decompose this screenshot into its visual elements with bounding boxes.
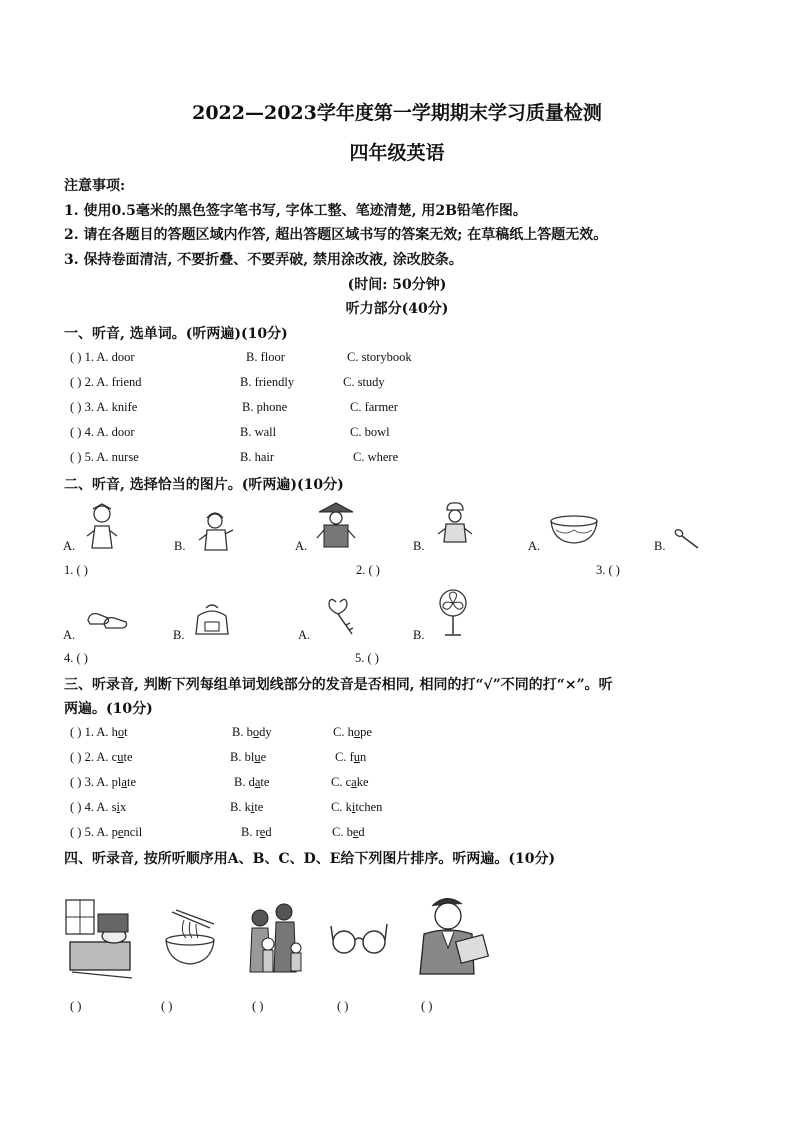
s4-blank-1[interactable]: ( ) [70,999,82,1013]
section-4-heading: 四、听录音, 按所听顺序用A、B、C、D、E给下列图片排序。听两遍。(10分) [64,851,556,867]
s1-q3-b: B. phone [242,400,288,414]
s2-q4: 4. ( ) [64,651,88,665]
section-3-heading-cont: 两遍。(10分) [64,701,153,717]
s1-q2: ( ) 2. A. friend [70,375,142,389]
s3-q4-b: B. kite [230,800,264,814]
s4-blank-5[interactable]: ( ) [421,999,433,1013]
s2-r1-b3: B. [654,539,666,553]
s2-r2-b2: B. [413,628,425,642]
s4-blank-2[interactable]: ( ) [161,999,173,1013]
s3-q5-b: B. red [241,825,272,839]
s2-q1: 1. ( ) [64,563,88,577]
s1-q5-c: C. where [353,450,399,464]
s2-q5: 5. ( ) [355,651,379,665]
s3-q3-b: B. date [234,775,270,789]
s2-r1-a3: A. [528,539,541,553]
s2-r2-b1: B. [173,628,185,642]
s1-q2-b: B. friendly [240,375,295,389]
s1-q3-c: C. farmer [350,400,398,414]
shoes-picture [86,606,130,630]
s3-q1-b: B. body [232,725,272,739]
nurse-picture [82,500,122,550]
s2-q3: 3. ( ) [596,563,620,577]
s2-r1-a2: A. [295,539,308,553]
s1-q1-b: B. floor [246,350,285,364]
section-2-heading: 二、听音, 选择恰当的图片。(听两遍)(10分) [64,477,344,493]
chef-picture [435,500,475,544]
s1-q5-b: B. hair [240,450,275,464]
s3-q4-c: C. kitchen [331,800,383,814]
key-picture [326,596,358,638]
bedroom-picture [62,890,142,982]
s2-r1-b2: B. [413,539,425,553]
s1-q4-c: C. bowl [350,425,390,439]
section-1-heading: 一、听音, 选单词。(听两遍)(10分) [64,326,288,342]
section-3-heading: 三、听录音, 判断下列每组单词划线部分的发音是否相同, 相同的打“√”不同的打“×”。听 [64,677,613,693]
s3-q2-c: C. fun [335,750,367,764]
farmer-picture [315,500,357,550]
s2-r1-b1: B. [174,539,186,553]
man-reading-picture [412,892,492,976]
s3-q2: ( ) 2. A. cute [70,750,133,764]
s3-q5-c: C. bed [332,825,365,839]
s1-q4-b: B. wall [240,425,277,439]
notes-heading: 注意事项: [64,178,126,194]
s3-q1-c: C. hope [333,725,372,739]
cook-picture [195,508,237,552]
exam-time: (时间: 50分钟) [347,277,447,293]
s1-q2-c: C. study [343,375,385,389]
note-3: 3. 保持卷面清洁, 不要折叠、不要弄破, 禁用涂改液, 涂改胶条。 [64,252,463,268]
fan-picture [436,588,470,640]
page-title: 2022—2023学年度第一学期期末学习质量检测 [192,102,602,124]
note-1: 1. 使用0.5毫米的黑色签字笔书写, 字体工整、笔迹清楚, 用2B铅笔作图。 [64,203,527,219]
s1-q4: ( ) 4. A. door [70,425,135,439]
s2-r2-a2: A. [298,628,311,642]
noodles-picture [160,908,220,968]
s3-q2-b: B. blue [230,750,267,764]
spoon-picture [672,527,702,551]
s3-q3-c: C. cake [331,775,369,789]
s1-q5: ( ) 5. A. nurse [70,450,139,464]
schoolbag-picture [192,602,232,638]
glasses-picture [330,918,388,958]
s2-q2: 2. ( ) [356,563,380,577]
s3-q5: ( ) 5. A. pencil [70,825,143,839]
s4-blank-3[interactable]: ( ) [252,999,264,1013]
s4-blank-4[interactable]: ( ) [337,999,349,1013]
s2-r2-a1: A. [63,628,76,642]
page-subtitle: 四年级英语 [349,142,445,164]
s3-q3: ( ) 3. A. plate [70,775,136,789]
note-2: 2. 请在各题目的答题区域内作答, 超出答题区域书写的答案无效; 在草稿纸上答题无效。 [64,227,608,243]
s3-q1: ( ) 1. A. hot [70,725,128,739]
bowl-picture [548,514,600,546]
part-heading: 听力部分(40分) [345,301,449,317]
s1-q1-c: C. storybook [347,350,412,364]
family-picture [238,898,310,978]
s1-q1: ( ) 1. A. door [70,350,135,364]
s3-q4: ( ) 4. A. six [70,800,127,814]
s1-q3: ( ) 3. A. knife [70,400,138,414]
s2-r1-a1: A. [63,539,76,553]
